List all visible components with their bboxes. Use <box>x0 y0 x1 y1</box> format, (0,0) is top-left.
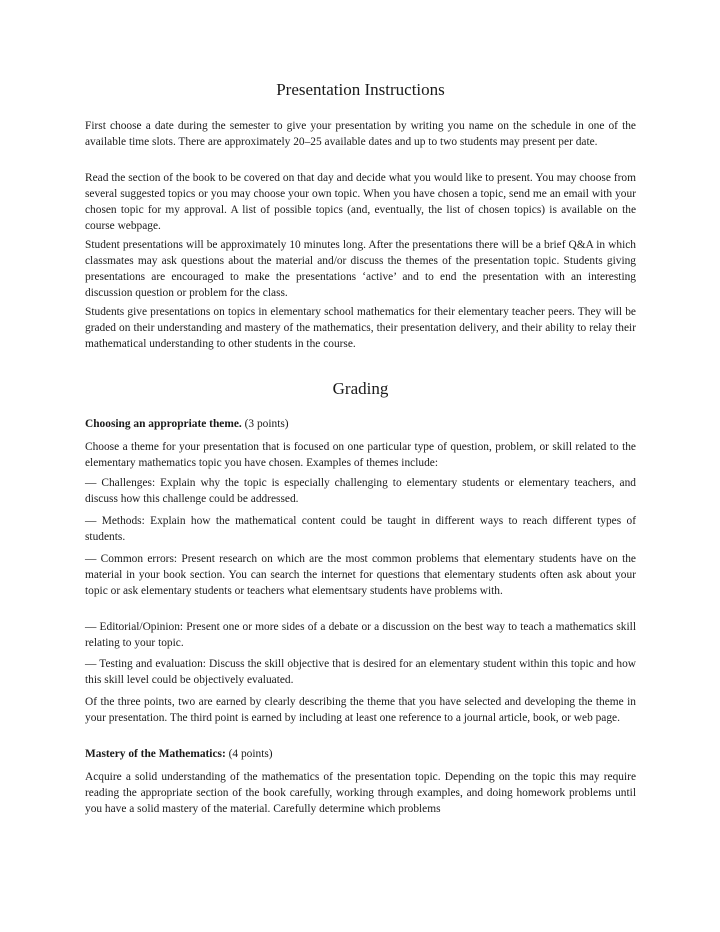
mastery-text: Acquire a solid understanding of the mathematics of the presentation topic. Depending on the topic this may require reading the appropriate section of the book carefully, working through examples, and doing homework problems until you have a solid mastery of the material. Carefully determine which problems <box>85 771 636 815</box>
page-title: Presentation Instructions <box>276 80 445 99</box>
intro-paragraph-1: First choose a date during the semester to give your presentation by writing you name on the schedule in one of the available time slots. There are approximately 20–25 available dates and up to two students may present per date. <box>85 120 636 148</box>
intro-paragraph-4: Students give presentations on topics in elementary school mathematics for their elementary teacher peers. They will be graded on their understanding and mastery of the mathematics, their presentation delivery, and their ability to relay their mathematical understanding to other students in the course. <box>85 306 636 350</box>
theme-points: (3 points) <box>244 418 289 430</box>
theme-intro: Choose a theme for your presentation that is focused on one particular type of question, problem, or skill related to the elementary mathematics topic you have chosen. Examples of themes include: <box>85 441 636 469</box>
intro-paragraph-2: Read the section of the book to be covered on that day and decide what you would like to present. You may choose from several suggested topics or you may choose your own topic. When you have chosen a topic, send me an email with your chosen topic for my approval. A list of possible topics (and, eventually, the list of chosen topics) is available on the course webpage. <box>85 172 636 232</box>
theme-item-challenges: — Challenges: Explain why the topic is especially challenging to elementary students or elementary teachers, and discuss how this challenge could be addressed. <box>85 477 636 505</box>
grading-heading: Grading <box>332 379 389 398</box>
mastery-points: (4 points) <box>228 748 273 760</box>
theme-item-common-errors: — Common errors: Present research on which are the most common problems that elementary students have on the material in your book section. You can search the internet for questions that elementary students often ask about your topic or ask elementary students or teachers what elementsary students have problems with. <box>85 553 636 597</box>
mastery-heading-line <box>85 746 636 762</box>
theme-closing: Of the three points, two are earned by clearly describing the theme that you have selected and developing the theme in your presentation. The third point is earned by including at least one reference to a journal article, book, or web page. <box>85 696 636 724</box>
intro-paragraph-3: Student presentations will be approximately 10 minutes long. After the presentations there will be a brief Q&A in which classmates may ask questions about the material and/or discuss the themes of the presentation topic. Students giving presentations are encouraged to make the presentations ‘active’ and to end the presentation with an interesting discussion question or problem for the class. <box>85 239 636 299</box>
theme-item-methods: — Methods: Explain how the mathematical content could be taught in different ways to reach different types of students. <box>85 515 636 543</box>
theme-item-editorial: — Editorial/Opinion: Present one or more sides of a debate or a discussion on the best way to teach a mathematics skill relating to your topic. <box>85 621 636 649</box>
mastery-heading: Mastery of the Mathematics: <box>85 748 226 760</box>
theme-heading: Choosing an appropriate theme. <box>85 418 242 430</box>
theme-item-testing: — Testing and evaluation: Discuss the skill objective that is desired for an elementary student within this topic and how this skill level could be objectively evaluated. <box>85 658 636 686</box>
theme-heading-line <box>85 416 636 432</box>
